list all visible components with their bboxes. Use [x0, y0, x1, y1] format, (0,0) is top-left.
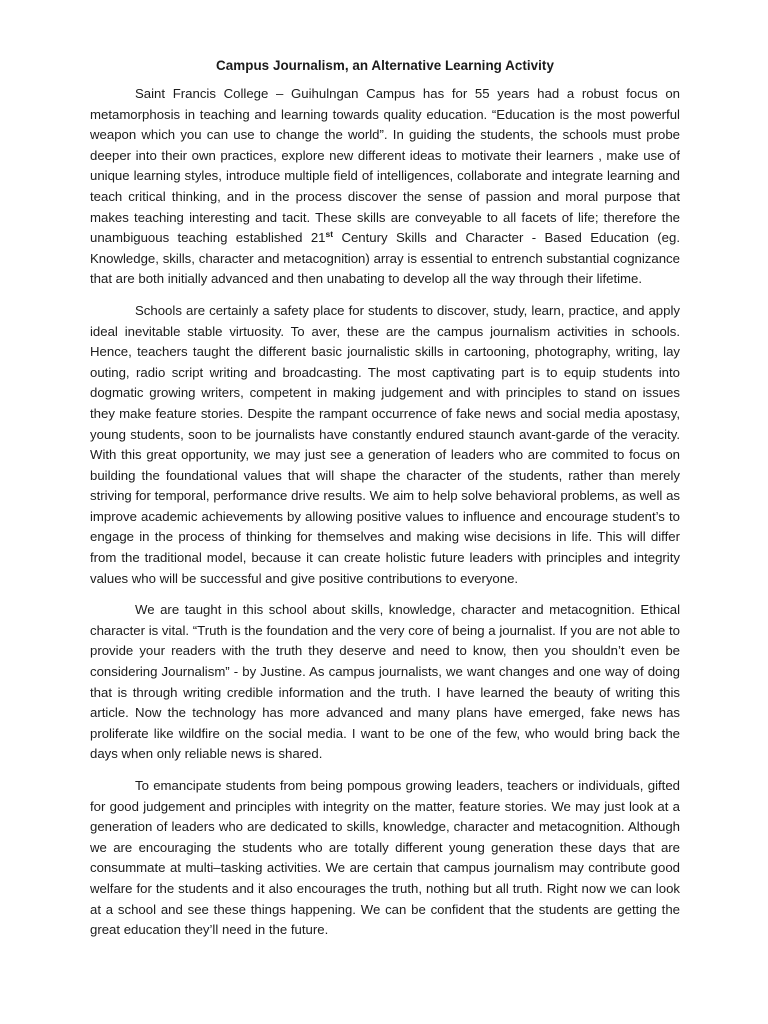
paragraph-3-text: We are taught in this school about skills, knowledge, character and metacognition. Ethical character is vital. “Truth is the foundation and the very core of being a journalist. If you are not able to provide your readers with the truth they deserve and need to know, then you shouldn’t even be considering Journalism” - by Justine. As campus journalists, we want changes and one way of doing that is through writing credible information and the truth. I have learned the beauty of writing this article. Now the technology has more advanced and many plans have emerged, fake news has proliferate like wildfire on the social media. I want to be one of the few, who would bring back the days when only reliable news is shared.	[90, 602, 680, 762]
paragraph-2-text: Schools are certainly a safety place for students to discover, study, learn, practice, and apply ideal inevitable stable virtuosity. To aver, these are the campus journalism activities in schools. Hence, teachers taught the different basic journalistic skills in cartooning, photography, writing, lay outing, radio script writing and broadcasting. The most captivating part is to equip students into dogmatic growing writers, competent in making judgement and with principles to stand on issues they make feature stories. Despite the rampant occurrence of fake news and social media apostasy, young students, soon to be journalists have constantly endured staunch avant-garde of the veracity. With this great opportunity, we may just see a generation of leaders who are commited to focus on building the foundational values that will shape the character of the students, rather than merely striving for temporal, performance drive results. We aim to help solve behavioral problems, as well as improve academic achievements by allowing positive values to influence and encourage student’s to engage in the process of thinking for themselves and making wise decisions in life. This will differ from the traditional model, because it can create holistic future leaders with principles and integrity values who will be successful and give positive contributions to everyone.	[90, 302, 680, 586]
paragraph-1-text-cont: Century Skills and Character - Based Education (eg. Knowledge, skills, character and metacognition) array is essential to entrench substantial cognizance that are both initially advanced and then unabating to develop all the way through their lifetime.	[90, 230, 680, 287]
paragraph-4-text: To emancipate students from being pompous growing leaders, teachers or individuals, gifted for good judgement and principles with integrity on the matter, feature stories. We may just look at a generation of leaders who are dedicated to skills, knowledge, character and metacognition. Although we are encouraging the students who are totally different young generation these days that are consummate at multi–tasking activities. We are certain that campus journalism may contribute good welfare for the students and it also encourages the truth, nothing but all truth. Right now we can look at a school and see these things happening. We can be confident that the students are getting the great education they’ll need in the future.	[90, 778, 680, 938]
paragraph-1-text: Saint Francis College – Guihulngan Campus has for 55 years had a robust focus on metamorphosis in teaching and learning towards quality education. “Education is the most powerful weapon which you can use to change the world”. In guiding the students, the schools must probe deeper into their own practices, explore new different ideas to motivate their learners , make use of unique learning styles, introduce multiple field of intelligences, collaborate and integrate learning and teach critical thinking, and in the process discover the sense of passion and moral purpose that makes teaching interesting and tacit. These skills are conveyable to all facets of life; therefore the unambiguous teaching established 21	[90, 86, 680, 246]
ordinal-suffix: st	[325, 229, 334, 240]
document-title: Campus Journalism, an Alternative Learning Activity	[216, 58, 554, 73]
paragraph-4	[90, 776, 680, 941]
document-page	[90, 56, 680, 996]
paragraph-1	[90, 84, 680, 290]
paragraph-2	[90, 301, 680, 589]
paragraph-3	[90, 600, 680, 765]
